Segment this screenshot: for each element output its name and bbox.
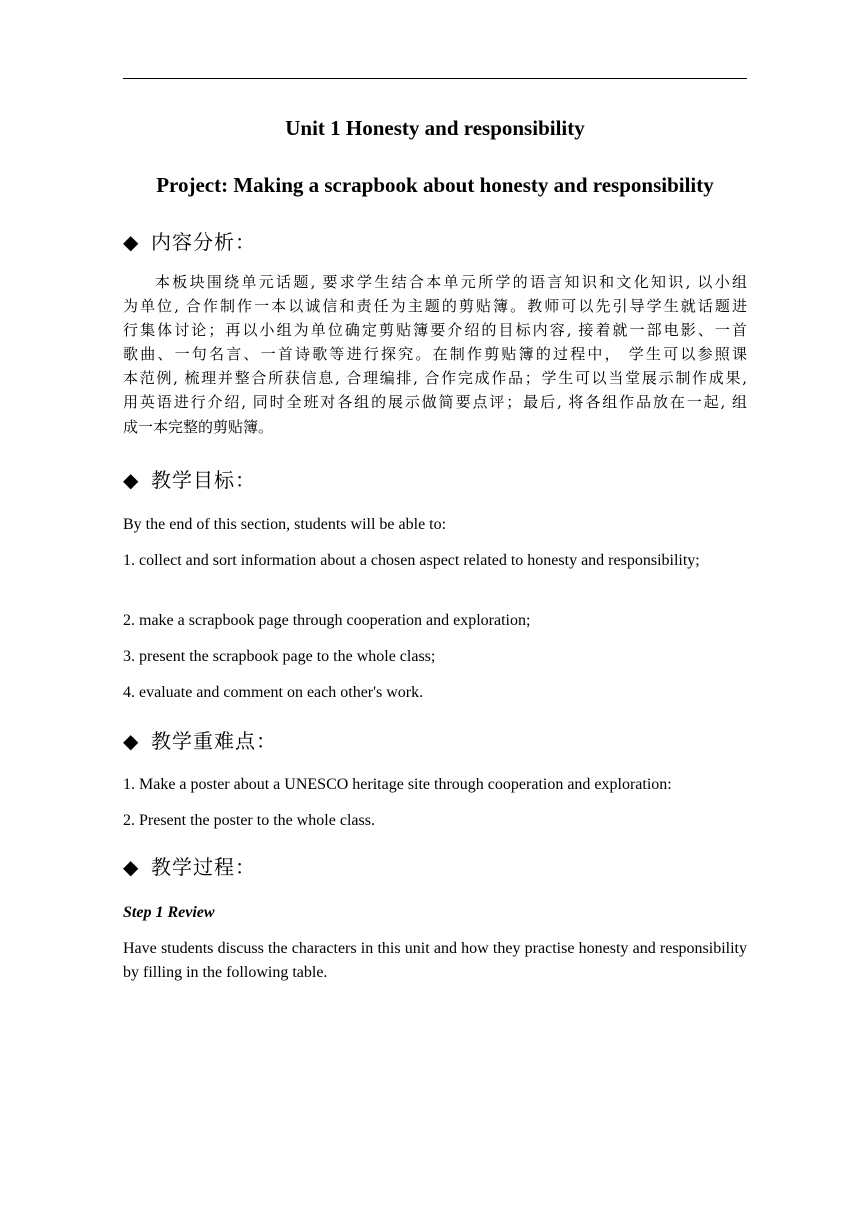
paragraph-line: 歌曲、一句名言、一首诗歌等进行探究。在制作剪贴簿的过程中， 学生可以参照课 (123, 345, 747, 364)
section-heading-label: 教学目标： (151, 468, 256, 492)
section-heading-label: 教学过程： (151, 855, 256, 879)
header-rule (123, 78, 747, 79)
diamond-bullet-icon: ◆ (123, 855, 140, 879)
objective-item: 1. collect and sort information about a chosen aspect related to honesty and responsibility; (123, 552, 700, 569)
section-heading-process (123, 853, 747, 881)
diamond-bullet-icon: ◆ (123, 729, 140, 753)
paragraph-line: 为单位, 合作制作一本以诚信和责任为主题的剪贴簿。教师可以先引导学生就话题进 (123, 297, 747, 316)
objective-item: 3. present the scrapbook page to the whole class; (123, 648, 436, 665)
paragraph-line: 本范例, 梳理并整合所获信息, 合理编排, 合作完成作品；学生可以当堂展示制作成果, (123, 369, 747, 388)
step-description: Have students discuss the characters in this unit and how they practise honesty and responsibility by filling in the following table. (123, 940, 747, 981)
key-point-item: 2. Present the poster to the whole class. (123, 812, 375, 829)
section-heading-label: 内容分析： (151, 230, 256, 254)
objective-item: 2. make a scrapbook page through cooperation and exploration; (123, 612, 531, 629)
objective-item: 4. evaluate and comment on each other's work. (123, 684, 424, 701)
diamond-bullet-icon: ◆ (123, 468, 140, 492)
key-point-item: 1. Make a poster about a UNESCO heritage site through cooperation and exploration: (123, 776, 672, 793)
section-heading-content-analysis (123, 228, 747, 256)
paragraph-line: 本板块围绕单元话题, 要求学生结合本单元所学的语言知识和文化知识, 以小组 (155, 273, 747, 291)
content-analysis-paragraph (123, 270, 747, 439)
unit-title: Unit 1 Honesty and responsibility (285, 116, 585, 140)
paragraph-line: 成一本完整的剪贴簿。 (123, 417, 274, 436)
section-heading-objectives (123, 466, 747, 494)
step-title: Step 1 Review (123, 904, 215, 921)
project-title: Project: Making a scrapbook about honesty and responsibility (156, 173, 714, 197)
paragraph-line: 用英语进行介绍, 同时全班对各组的展示做简要点评；最后, 将各组作品放在一起, 组 (123, 393, 747, 412)
diamond-bullet-icon: ◆ (123, 230, 140, 254)
paragraph-line: 行集体讨论；再以小组为单位确定剪贴簿要介绍的目标内容, 接着就一部电影、一首 (123, 321, 747, 340)
section-heading-label: 教学重难点： (151, 729, 277, 753)
section-heading-key-points (123, 727, 747, 755)
objectives-intro: By the end of this section, students will be able to: (123, 516, 447, 533)
